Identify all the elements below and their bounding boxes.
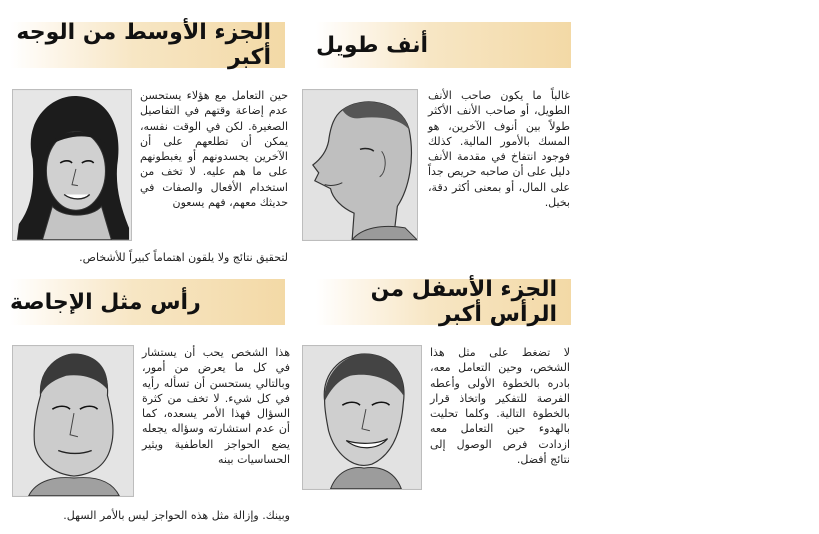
section-title-long-nose: أنف طويل — [316, 32, 429, 58]
section-title-pear-head-bar — [10, 279, 285, 325]
section-body-pear-head-tail: وبينك. وإزالة مثل هذه الحواجز ليس بالأمر السهل. — [63, 509, 290, 522]
smiling-man-illustration — [303, 346, 421, 489]
portrait-smiling-man — [302, 345, 422, 490]
portrait-woman — [12, 89, 132, 241]
section-title-pear-head: رأس مثل الإجاصة — [10, 289, 201, 315]
section-title-lower-head: الجزء الأسفل من الرأس أكبر — [370, 277, 557, 327]
section-body-middle-face: حين التعامل مع هؤلاء يستحسن عدم إضاعة وقتهم في التفاصيل الصغيرة. لكن في الوقت نفسه، يمكن أن تطلعهم على أن الآخرين يحسدونهم أو يغبطونهم على ما هم عليه. لا تخف من استخدام الأفعال والصفات في حديثك معهم، فهم يسعون — [140, 89, 288, 210]
portrait-long-nose-man — [302, 89, 418, 241]
portrait-pear-head-man — [12, 345, 134, 497]
section-title-lower-head-bar — [316, 279, 571, 325]
profile-man-illustration — [303, 90, 417, 240]
section-title-middle-face-bar — [10, 22, 285, 68]
pear-head-man-illustration — [13, 346, 133, 496]
section-body-middle-face-tail: لتحقيق نتائج ولا يلقون اهتماماً كبيراً للأشخاص. — [79, 251, 288, 264]
section-title-long-nose-bar — [316, 22, 571, 68]
section-body-pear-head: هذا الشخص يحب أن يستشار في كل ما يعرض من أمور، وبالتالي يستحسن أن تسأله رأيه في كل شيء. لا تخف من كثرة السؤال فهذا الأمر يسعده، كما أن عدم استشارته وسؤاله يجعله يضع الحواجز العاطفية ويثير الحساسيات بينه — [142, 346, 290, 467]
section-body-long-nose: غالباً ما يكون صاحب الأنف الطويل، أو صاحب الأنف الأكثر طولاً بين أنوف الآخرين، هو المسك بالأمور المالية. كذلك فوجود انتفاخ في مقدمة الأنف دليل على أن صاحبه حريص جداً على المال، أو بمعنى أكثر دقة، بخيل. — [428, 89, 570, 210]
section-title-middle-face: الجزء الأوسط من الوجه أكبر — [16, 20, 271, 70]
section-body-lower-head: لا تضغط على مثل هذا الشخص، وحين التعامل معه، بادره بالخطوة الأولى وأعطه الفرصة للتفكير واتخاذ قرار بالخطوة التالية. وكلما تحليت بالهدوء حين التعامل معه ازدادت فرص الوصول إلى نتائج أفضل. — [430, 346, 570, 467]
woman-illustration — [13, 90, 131, 240]
